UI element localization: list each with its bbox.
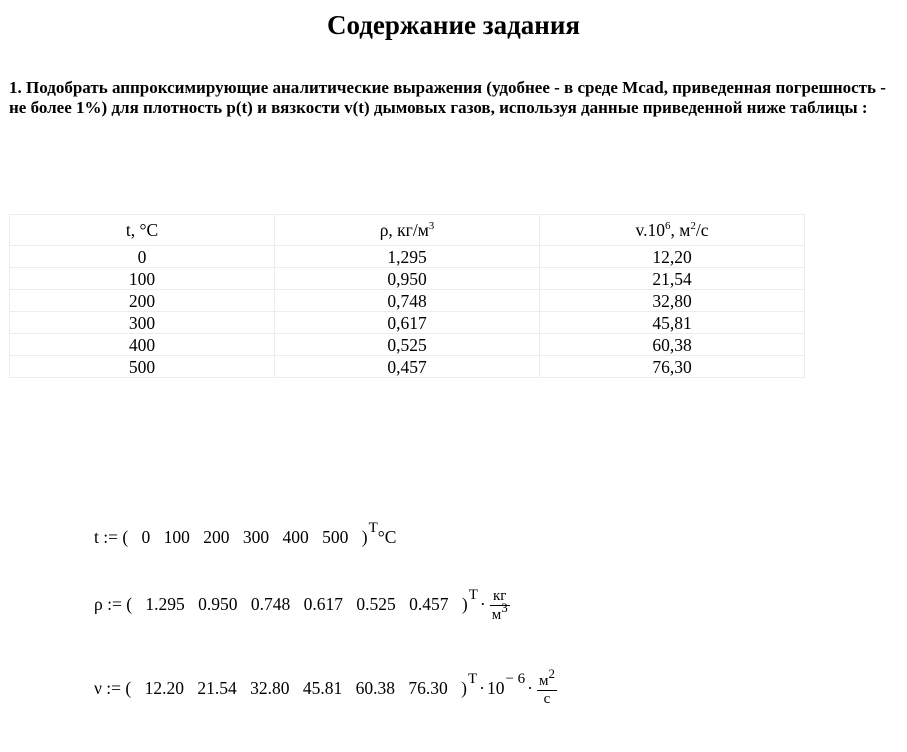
formula-temperature [94, 520, 397, 548]
cell-nu: 32,80 [540, 290, 805, 312]
task-description: 1. Подобрать аппроксимирующие аналитические выражения (удобнее - в среде Mcad, приведенная погрешность - не более 1%) для плотность р(t) и вязкости v(t) дымовых газов, используя данные приведенной ниже таблицы : [9, 78, 886, 117]
formula-rho-unit-denominator [490, 600, 510, 624]
cell-t: 0 [10, 246, 275, 268]
cell-rho: 0,525 [275, 334, 540, 356]
formula-viscosity [94, 666, 557, 708]
cell-t: 500 [10, 356, 275, 378]
formula-rho-unit [490, 588, 510, 624]
header-density-exponent: 3 [428, 220, 435, 232]
formula-t-unit: °C [377, 527, 397, 547]
cell-t: 200 [10, 290, 275, 312]
formula-nu-factor-exponent: − 6 [505, 671, 526, 688]
header-density [275, 215, 540, 246]
cell-rho: 0,950 [275, 268, 540, 290]
formula-nu-dot2: · [527, 678, 533, 699]
page-title: Содержание задания [326, 10, 581, 40]
header-density-label: ρ, кг/м [379, 220, 429, 240]
formula-nu-factor: 10 [486, 678, 505, 699]
header-temperature [10, 215, 275, 246]
cell-nu: 45,81 [540, 312, 805, 334]
cell-nu: 76,30 [540, 356, 805, 378]
formula-nu-unit [537, 666, 557, 708]
formula-nu-lhs: ν := [94, 678, 126, 699]
table-row [10, 334, 805, 356]
formula-t-lhs: t := [94, 527, 123, 547]
cell-rho: 0,748 [275, 290, 540, 312]
cell-rho: 0,457 [275, 356, 540, 378]
header-viscosity-unit-exponent: 2 [690, 220, 696, 232]
formula-rho-unit-numerator: кг [490, 588, 510, 606]
table-row [10, 268, 805, 290]
table-row [10, 246, 805, 268]
formula-rho-transpose: T [468, 587, 478, 604]
data-table [9, 214, 805, 378]
table-header-row [10, 215, 805, 246]
formula-nu-values: ( 12.20 21.54 32.80 45.81 60.38 76.30 ) [125, 678, 467, 699]
formula-nu-unit-num-base: м [538, 673, 549, 689]
formula-rho-unit-den-base: м [491, 607, 502, 623]
formula-nu-dot: · [479, 678, 485, 699]
cell-rho: 1,295 [275, 246, 540, 268]
header-viscosity-exponent: 6 [665, 220, 671, 232]
formula-nu-unit-denominator: с [543, 691, 551, 707]
cell-t: 300 [10, 312, 275, 334]
formula-rho-lhs: ρ := [94, 594, 127, 615]
formula-rho-values: ( 1.295 0.950 0.748 0.617 0.525 0.457 ) [126, 594, 468, 615]
header-viscosity-label: v.10 [635, 220, 666, 240]
table-row [10, 356, 805, 378]
cell-nu: 12,20 [540, 246, 805, 268]
formula-rho-dot: · [479, 594, 486, 615]
cell-nu: 60,38 [540, 334, 805, 356]
formula-nu-transpose: T [467, 671, 478, 688]
cell-nu: 21,54 [540, 268, 805, 290]
formula-rho-unit-den-exponent: 3 [501, 600, 508, 615]
cell-rho: 0,617 [275, 312, 540, 334]
formula-t-transpose: T [368, 520, 378, 536]
header-viscosity-unit-end: /с [695, 220, 709, 240]
cell-t: 100 [10, 268, 275, 290]
header-viscosity-unit: , м [670, 220, 691, 240]
table-row [10, 290, 805, 312]
formula-density [94, 588, 510, 624]
formula-t-values: ( 0 100 200 300 400 500 ) [122, 527, 368, 547]
cell-t: 400 [10, 334, 275, 356]
formula-nu-unit-numerator [537, 666, 557, 691]
formula-nu-unit-num-exponent: 2 [548, 666, 555, 681]
header-temperature-label: t, °C [125, 220, 159, 240]
table-row [10, 312, 805, 334]
header-viscosity [540, 215, 805, 246]
